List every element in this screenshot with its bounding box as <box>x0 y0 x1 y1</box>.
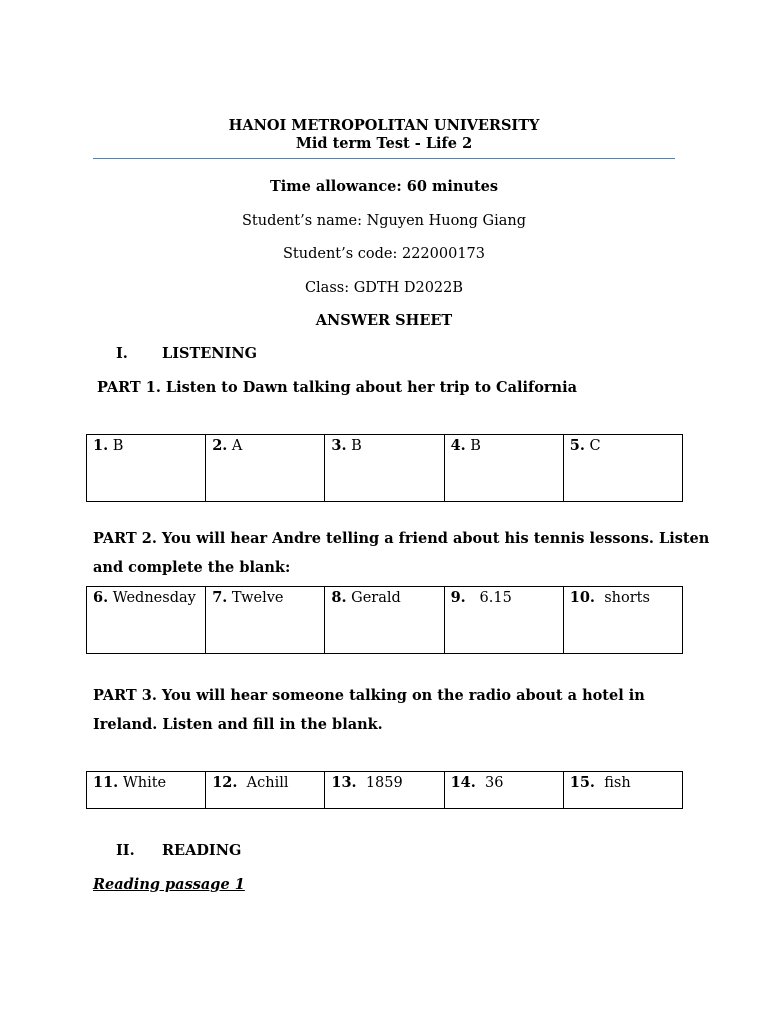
reading-numeral: II. <box>116 842 135 859</box>
part2-title-line2: and complete the blank: <box>93 559 291 576</box>
student-code: Student’s code: 222000173 <box>282 246 486 262</box>
listening-numeral: I. <box>116 345 128 362</box>
answer-cell: 1. B <box>87 435 206 502</box>
part3-answer-table <box>86 771 683 809</box>
answer-cell: 14. 36 <box>444 772 563 809</box>
part3-title-line2: Ireland. Listen and fill in the blank. <box>93 716 383 733</box>
student-name: Student’s name: Nguyen Huong Giang <box>241 213 527 229</box>
table-row <box>87 435 683 502</box>
part2-answer-table <box>86 586 683 654</box>
time-allowance: Time allowance: 60 minutes <box>269 178 499 195</box>
class-info: Class: GDTH D2022B <box>304 280 464 296</box>
answer-cell: 4. B <box>444 435 563 502</box>
answer-cell: 11. White <box>87 772 206 809</box>
header-divider <box>93 158 675 159</box>
answer-sheet-title: ANSWER SHEET <box>315 312 453 329</box>
reading-passage-title: Reading passage 1 <box>93 876 245 893</box>
answer-cell: 7. Twelve <box>206 587 325 654</box>
table-row <box>87 587 683 654</box>
answer-cell: 15. fish <box>563 772 682 809</box>
listening-heading: LISTENING <box>162 345 257 362</box>
answer-cell: 3. B <box>325 435 444 502</box>
answer-cell: 2. A <box>206 435 325 502</box>
answer-cell: 8. Gerald <box>325 587 444 654</box>
test-title: Mid term Test - Life 2 <box>295 135 473 152</box>
part1-answer-table <box>86 434 683 502</box>
table-row <box>87 772 683 809</box>
answer-cell: 13. 1859 <box>325 772 444 809</box>
answer-cell: 6. Wednesday <box>87 587 206 654</box>
part1-title: PART 1. Listen to Dawn talking about her trip to California <box>97 379 577 396</box>
part3-title-line1: PART 3. You will hear someone talking on the radio about a hotel in <box>93 687 645 704</box>
reading-heading: READING <box>162 842 242 859</box>
answer-cell: 10. shorts <box>563 587 682 654</box>
university-name: HANOI METROPOLITAN UNIVERSITY <box>228 117 540 134</box>
part2-title-line1: PART 2. You will hear Andre telling a friend about his tennis lessons. Listen <box>93 530 710 547</box>
answer-cell: 5. C <box>563 435 682 502</box>
answer-cell: 9. 6.15 <box>444 587 563 654</box>
answer-cell: 12. Achill <box>206 772 325 809</box>
